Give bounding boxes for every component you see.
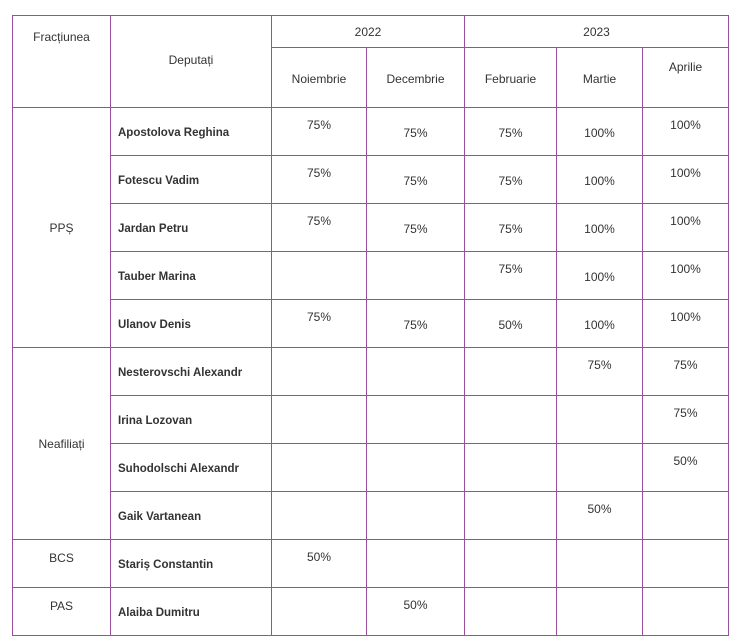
header-fraction: Fracțiunea xyxy=(13,16,111,108)
attendance-value xyxy=(465,444,557,492)
table-row xyxy=(13,300,729,348)
deputy-name: Fotescu Vadim xyxy=(111,156,272,204)
deputy-name: Tauber Marina xyxy=(111,252,272,300)
deputy-name: Alaiba Dumitru xyxy=(111,588,272,636)
attendance-value xyxy=(557,588,643,636)
deputy-name: Irina Lozovan xyxy=(111,396,272,444)
attendance-value: 75% xyxy=(465,108,557,156)
table-row xyxy=(13,396,729,444)
deputy-name: Suhodolschi Alexandr xyxy=(111,444,272,492)
deputy-name: Jardan Petru xyxy=(111,204,272,252)
attendance-value xyxy=(557,444,643,492)
table-row xyxy=(13,492,729,540)
attendance-value: 50% xyxy=(465,300,557,348)
table-row xyxy=(13,204,729,252)
attendance-value xyxy=(272,492,367,540)
attendance-value: 100% xyxy=(557,300,643,348)
attendance-value: 75% xyxy=(557,348,643,396)
deputy-name: Apostolova Reghina xyxy=(111,108,272,156)
attendance-value xyxy=(465,492,557,540)
attendance-value xyxy=(557,396,643,444)
attendance-value: 100% xyxy=(643,204,729,252)
attendance-value: 75% xyxy=(367,156,465,204)
attendance-value: 75% xyxy=(367,108,465,156)
header-month: Aprilie xyxy=(643,48,729,108)
attendance-value xyxy=(367,348,465,396)
fraction-cell: PAS xyxy=(13,588,111,636)
header-year-2022: 2022 xyxy=(272,16,465,48)
header-month: Martie xyxy=(557,48,643,108)
header-month: Noiembrie xyxy=(272,48,367,108)
table-row xyxy=(13,444,729,492)
attendance-value: 100% xyxy=(643,300,729,348)
table-body xyxy=(13,108,729,636)
attendance-value: 50% xyxy=(643,444,729,492)
deputy-name: Ulanov Denis xyxy=(111,300,272,348)
attendance-value xyxy=(465,540,557,588)
attendance-value xyxy=(272,348,367,396)
attendance-value xyxy=(367,444,465,492)
table-row xyxy=(13,108,729,156)
attendance-value xyxy=(272,396,367,444)
attendance-value: 75% xyxy=(465,204,557,252)
attendance-value: 100% xyxy=(643,156,729,204)
attendance-value: 75% xyxy=(272,108,367,156)
attendance-value: 100% xyxy=(643,108,729,156)
attendance-value xyxy=(643,492,729,540)
attendance-value: 75% xyxy=(272,204,367,252)
attendance-value: 75% xyxy=(367,204,465,252)
attendance-value xyxy=(367,252,465,300)
attendance-value: 50% xyxy=(557,492,643,540)
attendance-value xyxy=(557,540,643,588)
header-month: Februarie xyxy=(465,48,557,108)
attendance-value: 75% xyxy=(465,252,557,300)
table-row xyxy=(13,588,729,636)
attendance-value: 75% xyxy=(272,300,367,348)
attendance-value xyxy=(272,588,367,636)
fraction-cell: PPȘ xyxy=(13,108,111,348)
attendance-value: 50% xyxy=(367,588,465,636)
attendance-value: 100% xyxy=(557,156,643,204)
deputy-name: Nesterovschi Alexandr xyxy=(111,348,272,396)
attendance-value xyxy=(465,588,557,636)
attendance-value xyxy=(367,540,465,588)
fraction-cell: Neafiliați xyxy=(13,348,111,540)
attendance-value xyxy=(465,396,557,444)
deputy-name: Gaik Vartanean xyxy=(111,492,272,540)
table-row xyxy=(13,540,729,588)
attendance-value: 100% xyxy=(557,108,643,156)
attendance-value: 100% xyxy=(557,252,643,300)
header-deputies: Deputați xyxy=(111,16,272,108)
table-row xyxy=(13,156,729,204)
attendance-value xyxy=(272,444,367,492)
attendance-value: 75% xyxy=(465,156,557,204)
attendance-value: 75% xyxy=(643,396,729,444)
header-month: Decembrie xyxy=(367,48,465,108)
attendance-value: 75% xyxy=(367,300,465,348)
attendance-value: 50% xyxy=(272,540,367,588)
attendance-value xyxy=(367,492,465,540)
attendance-value xyxy=(367,396,465,444)
fraction-cell: BCS xyxy=(13,540,111,588)
table-row xyxy=(13,252,729,300)
attendance-value: 75% xyxy=(643,348,729,396)
attendance-value xyxy=(465,348,557,396)
attendance-value xyxy=(272,252,367,300)
attendance-value: 75% xyxy=(272,156,367,204)
attendance-value xyxy=(643,588,729,636)
attendance-value: 100% xyxy=(557,204,643,252)
table-row xyxy=(13,348,729,396)
attendance-table xyxy=(12,15,729,636)
header-year-2023: 2023 xyxy=(465,16,729,48)
attendance-value: 100% xyxy=(643,252,729,300)
attendance-value xyxy=(643,540,729,588)
deputy-name: Stariș Constantin xyxy=(111,540,272,588)
